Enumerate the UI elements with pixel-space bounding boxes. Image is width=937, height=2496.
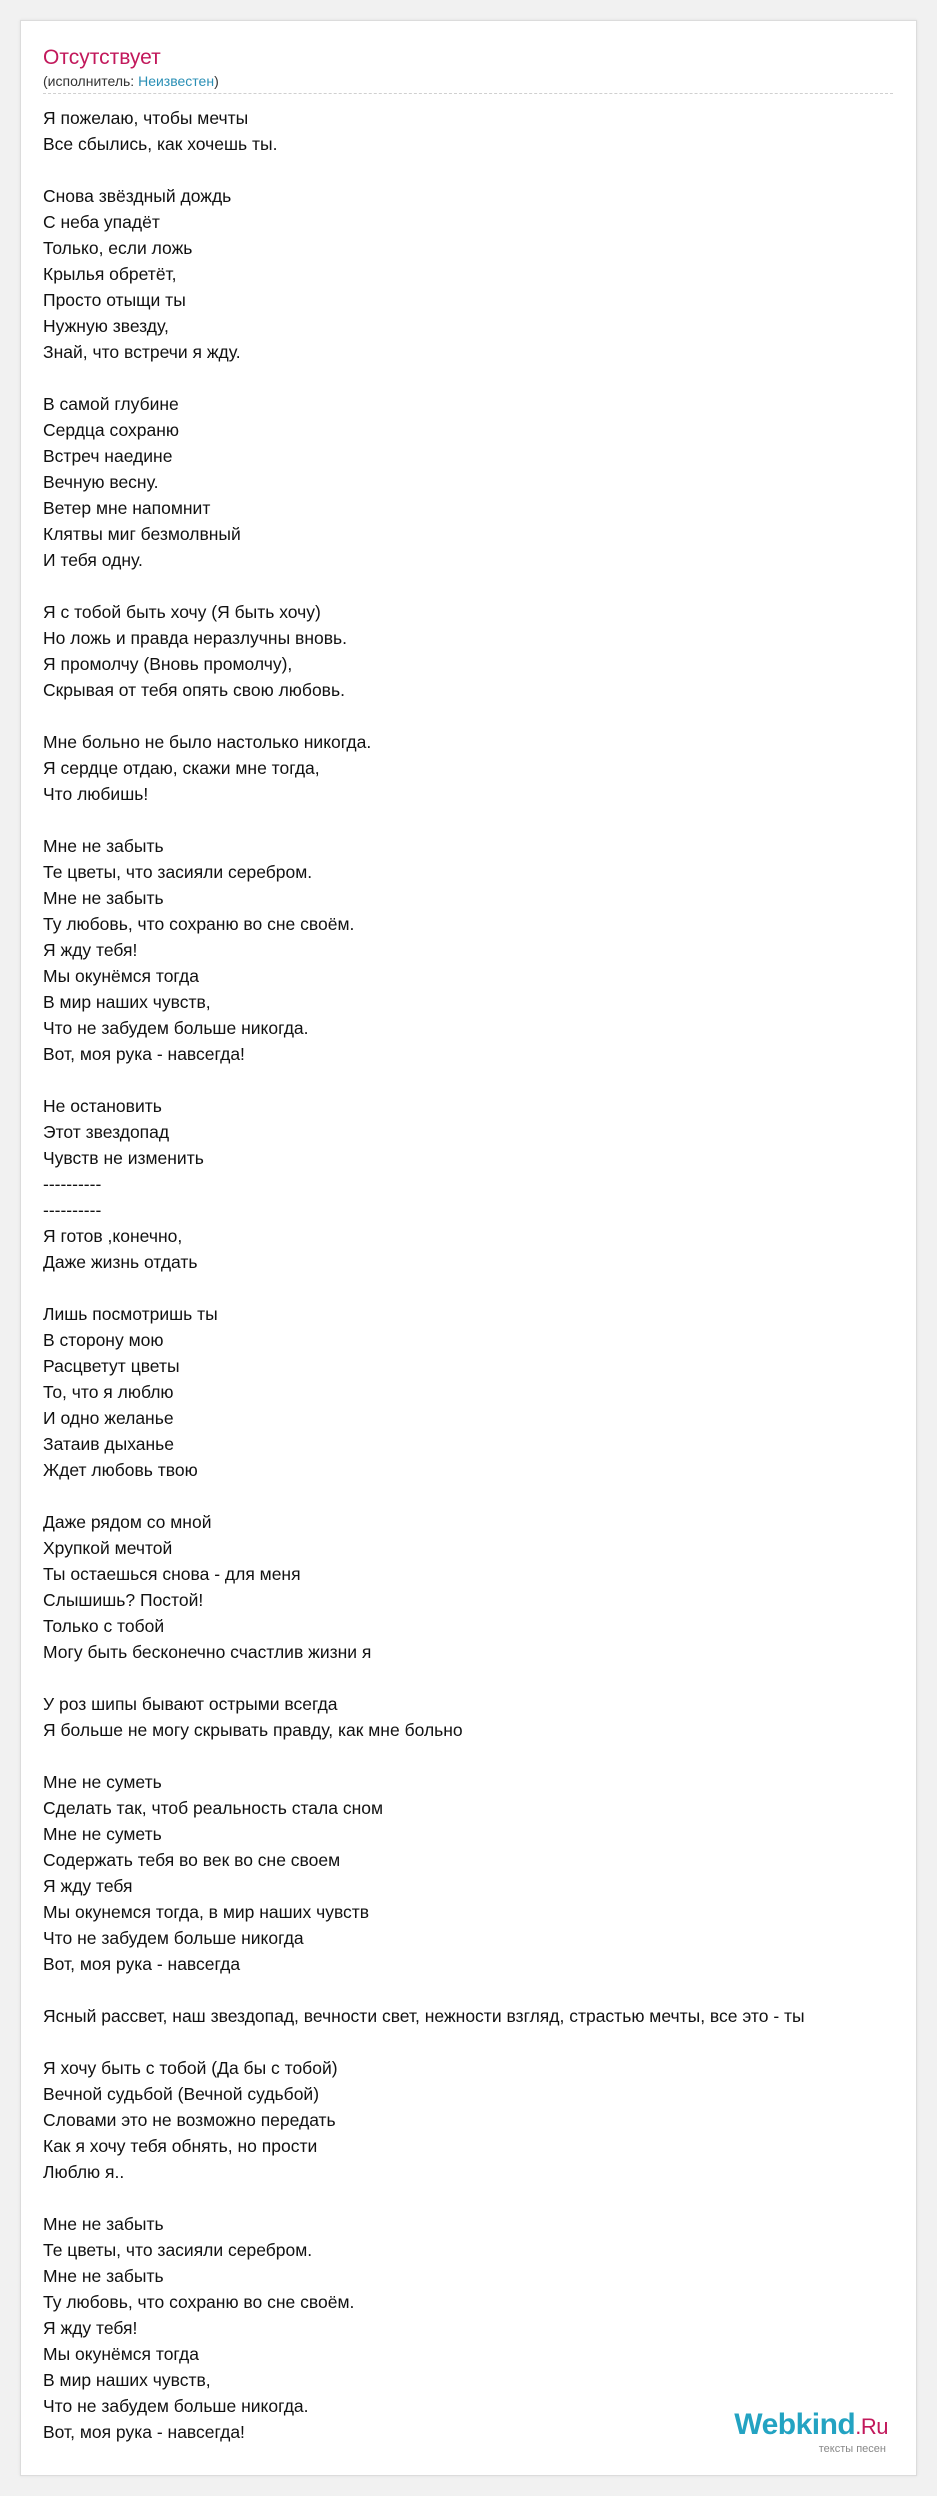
lyrics-line: Расцветут цветы — [43, 1356, 180, 1376]
lyrics-line: Я с тобой быть хочу (Я быть хочу) — [43, 602, 321, 622]
lyrics-line: Слышишь? Постой! — [43, 1590, 204, 1610]
lyrics-line: И тебя одну. — [43, 550, 143, 570]
lyrics-line: Ясный рассвет, наш звездопад, вечности свет, нежности взгляд, страстью мечты, все это - ты — [43, 2006, 805, 2026]
logo-tagline: тексты песен — [818, 2443, 886, 2455]
song-title: Отсутствует — [43, 46, 161, 69]
lyrics-line: Мне не забыть — [43, 2266, 164, 2286]
artist-line — [43, 72, 219, 90]
lyrics-blank-line — [43, 365, 917, 391]
lyrics-card — [20, 20, 917, 2476]
lyrics-blank-line — [43, 807, 917, 833]
lyrics-line: В самой глубине — [43, 394, 179, 414]
lyrics-line: ---------- — [43, 1174, 102, 1194]
lyrics-line: Словами это не возможно передать — [43, 2110, 336, 2130]
lyrics-line: Я готов ,конечно, — [43, 1226, 183, 1246]
lyrics-line: Что не забудем больше никогда. — [43, 1018, 309, 1038]
lyrics-blank-line — [43, 157, 917, 183]
lyrics-line: Я сердце отдаю, скажи мне тогда, — [43, 758, 320, 778]
lyrics-line: Крылья обретёт, — [43, 264, 177, 284]
logo-tld: .Ru — [855, 2414, 888, 2439]
lyrics-line: Только с тобой — [43, 1616, 165, 1636]
lyrics-line: Мы окунёмся тогда — [43, 966, 199, 986]
lyrics-line: Скрывая от тебя опять свою любовь. — [43, 680, 345, 700]
lyrics-line: Не остановить — [43, 1096, 162, 1116]
lyrics-line: Что любишь! — [43, 784, 149, 804]
lyrics-line: Хрупкой мечтой — [43, 1538, 173, 1558]
lyrics-line: С неба упадёт — [43, 212, 160, 232]
lyrics-line: Мне больно не было настолько никогда. — [43, 732, 372, 752]
lyrics-line: Мне не забыть — [43, 2214, 164, 2234]
lyrics-line: Только, если ложь — [43, 238, 193, 258]
lyrics-line: Вечную весну. — [43, 472, 159, 492]
lyrics-line: ---------- — [43, 1200, 102, 1220]
lyrics-line: Ты остаешься снова - для меня — [43, 1564, 301, 1584]
lyrics-line: Как я хочу тебя обнять, но прости — [43, 2136, 318, 2156]
lyrics-line: Я больше не могу скрывать правду, как мне больно — [43, 1720, 463, 1740]
lyrics-line: Вечной судьбой (Вечной судьбой) — [43, 2084, 320, 2104]
lyrics-line: Я жду тебя! — [43, 2318, 138, 2338]
lyrics-line: В сторону мою — [43, 1330, 164, 1350]
lyrics-line: Ту любовь, что сохраню во сне своём. — [43, 2292, 355, 2312]
lyrics-line: Мне не суметь — [43, 1824, 162, 1844]
lyrics-line: Знай, что встречи я жду. — [43, 342, 241, 362]
lyrics-line: То, что я люблю — [43, 1382, 174, 1402]
lyrics-line: Я промолчу (Вновь промолчу), — [43, 654, 293, 674]
lyrics-line: Встреч наедине — [43, 446, 173, 466]
lyrics-line: Даже жизнь отдать — [43, 1252, 198, 1272]
lyrics-line: Снова звёздный дождь — [43, 186, 232, 206]
artist-suffix: ) — [214, 73, 219, 89]
lyrics-line: Что не забудем больше никогда — [43, 1928, 304, 1948]
lyrics-line: Нужную звезду, — [43, 316, 169, 336]
lyrics-line: В мир наших чувств, — [43, 2370, 211, 2390]
lyrics-line: Сделать так, чтоб реальность стала сном — [43, 1798, 383, 1818]
artist-link[interactable]: Неизвестен — [138, 73, 215, 89]
lyrics-line: Вот, моя рука - навсегда! — [43, 2422, 245, 2442]
lyrics-line: Мы окунемся тогда, в мир наших чувств — [43, 1902, 370, 1922]
lyrics-line: Клятвы миг безмолвный — [43, 524, 241, 544]
lyrics-line: У роз шипы бывают острыми всегда — [43, 1694, 338, 1714]
lyrics-line: Мы окунёмся тогда — [43, 2344, 199, 2364]
lyrics-blank-line — [43, 1665, 917, 1691]
lyrics-blank-line — [43, 1483, 917, 1509]
lyrics-line: Лишь посмотришь ты — [43, 1304, 218, 1324]
lyrics-line: Ждет любовь твою — [43, 1460, 198, 1480]
lyrics-blank-line — [43, 2029, 917, 2055]
lyrics-line: Могу быть бесконечно счастлив жизни я — [43, 1642, 372, 1662]
lyrics-line: Содержать тебя во век во сне своем — [43, 1850, 341, 1870]
lyrics-line: Люблю я.. — [43, 2162, 125, 2182]
lyrics-blank-line — [43, 1977, 917, 2003]
lyrics-text — [43, 105, 917, 2445]
lyrics-blank-line — [43, 1743, 917, 1769]
lyrics-line: Те цветы, что засияли серебром. — [43, 862, 313, 882]
lyrics-blank-line — [43, 573, 917, 599]
lyrics-line: Я хочу быть с тобой (Да бы с тобой) — [43, 2058, 338, 2078]
lyrics-line: Те цветы, что засияли серебром. — [43, 2240, 313, 2260]
lyrics-line: Затаив дыханье — [43, 1434, 174, 1454]
lyrics-line: Мне не суметь — [43, 1772, 162, 1792]
logo-name: Webkind — [734, 2408, 856, 2441]
lyrics-line: Я пожелаю, чтобы мечты — [43, 108, 249, 128]
lyrics-line: Что не забудем больше никогда. — [43, 2396, 309, 2416]
lyrics-line: Все сбылись, как хочешь ты. — [43, 134, 278, 154]
lyrics-blank-line — [43, 2185, 917, 2211]
artist-prefix: (исполнитель: — [43, 73, 139, 89]
logo-wordmark — [734, 2410, 888, 2442]
lyrics-line: Этот звездопад — [43, 1122, 170, 1142]
lyrics-line: Ту любовь, что сохраню во сне своём. — [43, 914, 355, 934]
lyrics-blank-line — [43, 703, 917, 729]
lyrics-blank-line — [43, 1275, 917, 1301]
lyrics-line: Даже рядом со мной — [43, 1512, 212, 1532]
lyrics-line: Вот, моя рука - навсегда! — [43, 1044, 245, 1064]
lyrics-line: Просто отыщи ты — [43, 290, 186, 310]
lyrics-line: Мне не забыть — [43, 836, 164, 856]
lyrics-line: Я жду тебя — [43, 1876, 133, 1896]
title-divider — [43, 93, 893, 94]
lyrics-line: И одно желанье — [43, 1408, 174, 1428]
lyrics-line: Ветер мне напомнит — [43, 498, 211, 518]
lyrics-line: Сердца сохраню — [43, 420, 180, 440]
lyrics-line: Чувств не изменить — [43, 1148, 204, 1168]
site-logo[interactable] — [734, 2410, 888, 2455]
lyrics-line: Мне не забыть — [43, 888, 164, 908]
lyrics-line: Вот, моя рука - навсегда — [43, 1954, 241, 1974]
lyrics-line: Я жду тебя! — [43, 940, 138, 960]
lyrics-blank-line — [43, 1067, 917, 1093]
lyrics-line: Но ложь и правда неразлучны вновь. — [43, 628, 347, 648]
lyrics-line: В мир наших чувств, — [43, 992, 211, 1012]
